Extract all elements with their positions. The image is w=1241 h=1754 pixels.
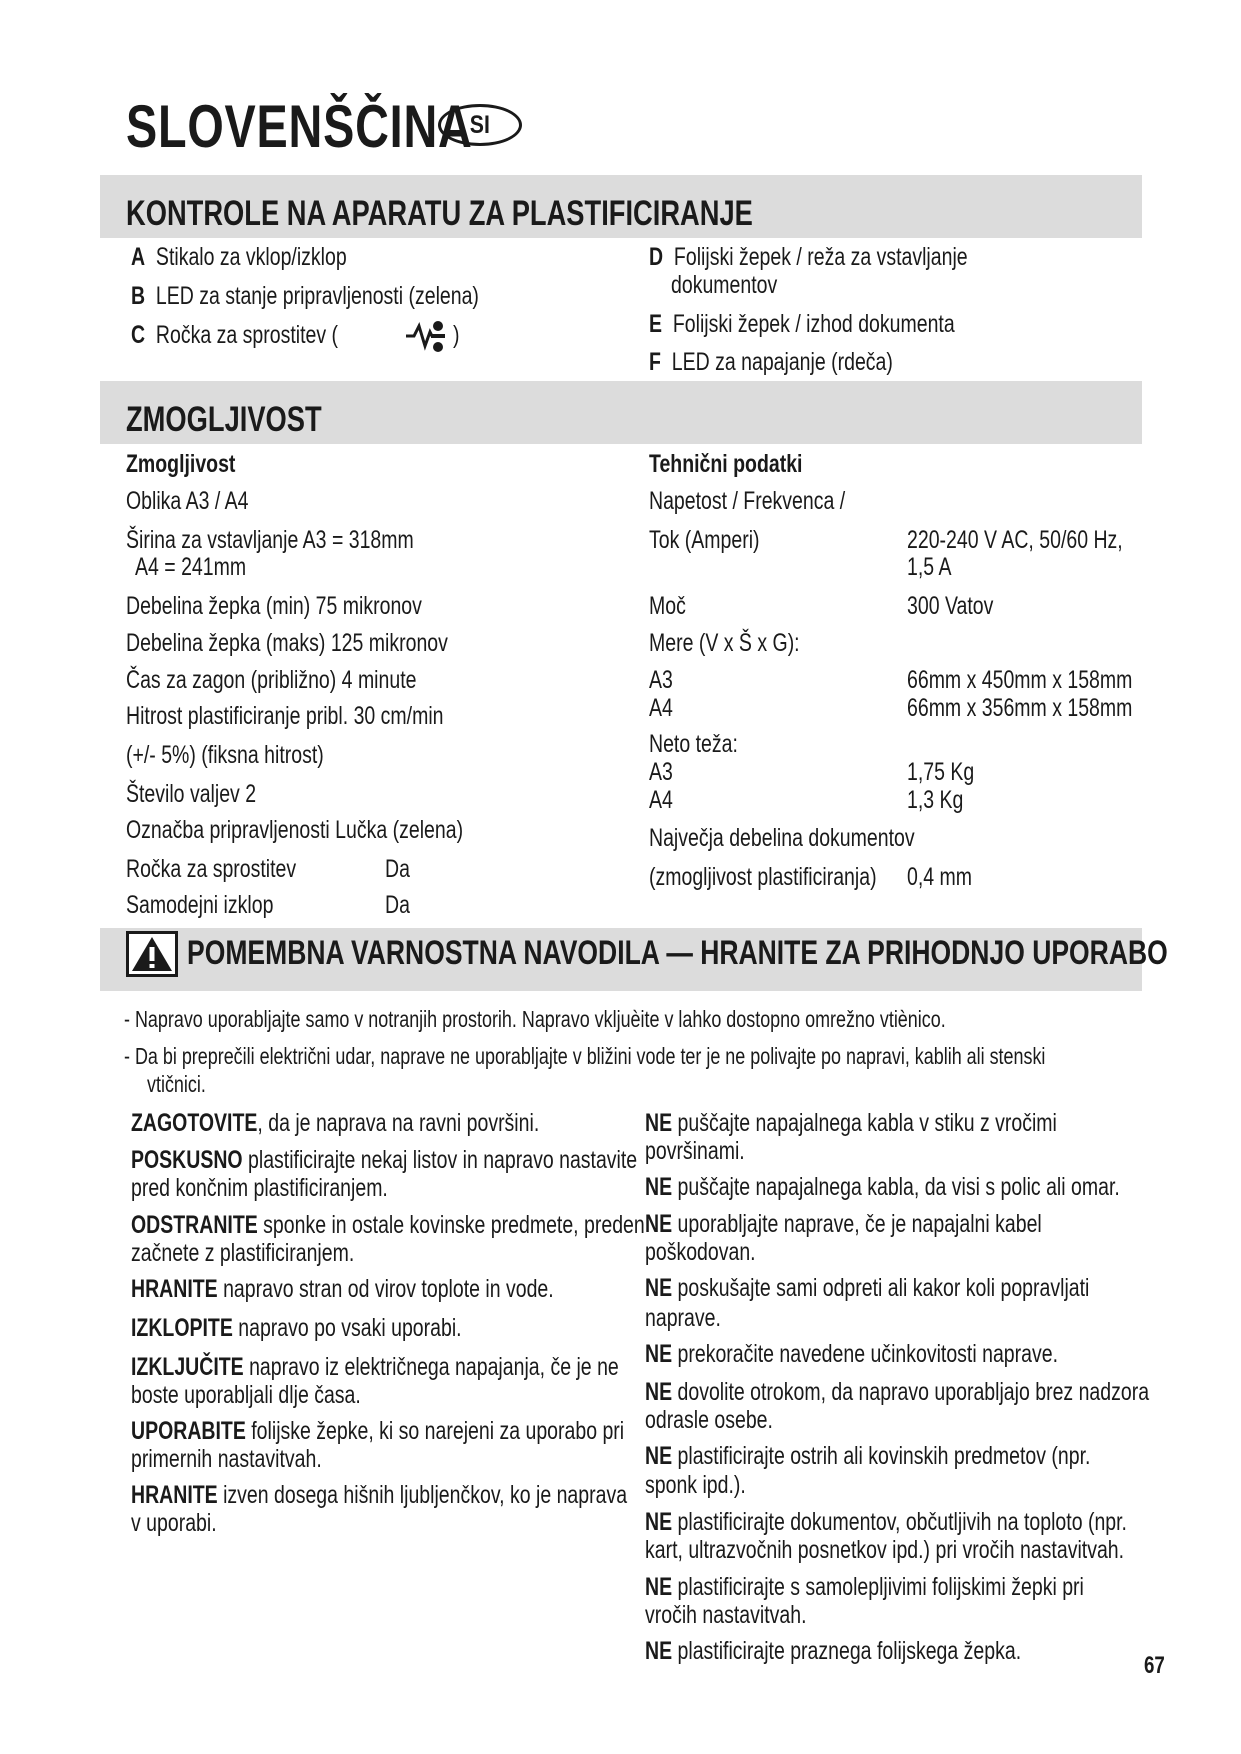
page-title: SLOVENŠČINA bbox=[126, 93, 473, 160]
safety-left-item: ZAGOTOVITE, da je naprava na ravni površini. bbox=[131, 1109, 540, 1137]
safety-left-item-cont: boste uporabljali dlje časa. bbox=[131, 1381, 361, 1409]
tech-max-label-2: (zmogljivost plastificiranja) bbox=[649, 863, 877, 891]
safety-left-item-cont: začnete z plastificiranjem. bbox=[131, 1239, 355, 1267]
safety-right-item-cont: odrasle osebe. bbox=[645, 1406, 773, 1434]
capacity-line-warmup: Čas za zagon (približno) 4 minute bbox=[126, 666, 417, 694]
tech-weight-a4-value: 1,3 Kg bbox=[907, 786, 964, 814]
control-item-e: E Folijski žepek / izhod dokumenta bbox=[649, 310, 955, 338]
safety-right-item-cont: naprave. bbox=[645, 1304, 721, 1332]
tech-dims-a4-label: A4 bbox=[649, 694, 673, 722]
safety-right-item: NE plastificirajte praznega folijskega žepka. bbox=[645, 1637, 1022, 1665]
safety-left-item: HRANITE izven dosega hišnih ljubljenčkov, ko je naprava bbox=[131, 1481, 628, 1509]
safety-right-item: NE uporabljajte naprave, če je napajalni kabel bbox=[645, 1210, 1042, 1238]
safety-right-item: NE plastificirajte dokumentov, občutljivih na toploto (npr. bbox=[645, 1508, 1127, 1536]
safety-left-item-cont: v uporabi. bbox=[131, 1509, 217, 1537]
tech-voltage-label-1: Napetost / Frekvenca / bbox=[649, 487, 846, 515]
safety-left-item-cont: primernih nastavitvah. bbox=[131, 1445, 322, 1473]
release-lever-icon bbox=[404, 318, 448, 354]
safety-section-heading: POMEMBNA VARNOSTNA NAVODILA — HRANITE ZA PRIHODNJO UPORABO bbox=[187, 934, 1168, 972]
warning-triangle-icon bbox=[126, 931, 178, 977]
capacity-autooff-value: Da bbox=[385, 891, 410, 919]
safety-right-item-cont: vročih nastavitvah. bbox=[645, 1601, 807, 1629]
safety-bullet-indoor: - Napravo uporabljajte samo v notranjih prostorih. Napravo vkljuèite v lahko dostopno omrežno vtiènico. bbox=[124, 1006, 946, 1032]
language-code: SI bbox=[469, 110, 491, 139]
capacity-line-speed: Hitrost plastificiranje pribl. 30 cm/min bbox=[126, 702, 444, 730]
control-item-c: C Ročka za sprostitev ( bbox=[131, 321, 339, 349]
control-item-f: F LED za napajanje (rdeča) bbox=[649, 348, 893, 376]
safety-right-item: NE dovolite otrokom, da napravo uporabljajo brez nadzora bbox=[645, 1378, 1150, 1406]
tech-dims-label: Mere (V x Š x G): bbox=[649, 629, 800, 657]
tech-weight-label: Neto teža: bbox=[649, 730, 738, 758]
safety-left-item: IZKLJUČITE napravo iz električnega napajanja, če je ne bbox=[131, 1353, 619, 1381]
safety-right-item: NE puščajte napajalnega kabla v stiku z vročimi bbox=[645, 1109, 1057, 1137]
capacity-subheading: Zmogljivost bbox=[126, 450, 236, 478]
tech-power-label: Moč bbox=[649, 592, 686, 620]
safety-bullet-water: - Da bi preprečili električni udar, naprave ne uporabljajte v bližini vode ter je ne polivajte po napravi, kablih ali stenski bbox=[124, 1043, 1046, 1069]
capacity-line-min-thickness: Debelina žepka (min) 75 mikronov bbox=[126, 592, 422, 620]
safety-left-item: IZKLOPITE napravo po vsaki uporabi. bbox=[131, 1314, 462, 1342]
safety-left-item: ODSTRANITE sponke in ostale kovinske predmete, preden bbox=[131, 1211, 645, 1239]
safety-right-item: NE prekoračite navedene učinkovitosti naprave. bbox=[645, 1340, 1058, 1368]
tech-voltage-value-1: 220-240 V AC, 50/60 Hz, bbox=[907, 526, 1123, 554]
capacity-release-label: Ročka za sprostitev bbox=[126, 855, 297, 883]
control-item-a: A Stikalo za vklop/izklop bbox=[131, 243, 347, 271]
safety-left-item-cont: pred končnim plastificiranjem. bbox=[131, 1174, 388, 1202]
control-item-c-close: ) bbox=[453, 321, 460, 349]
safety-bullet-water-line2: vtičnici. bbox=[147, 1071, 206, 1097]
capacity-line-rollers: Število valjev 2 bbox=[126, 780, 257, 808]
control-item-b: B LED za stanje pripravljenosti (zelena) bbox=[131, 282, 479, 310]
capacity-line-width-a4: A4 = 241mm bbox=[135, 553, 247, 581]
safety-left-item: UPORABITE folijske žepke, ki so narejeni za uporabo pri bbox=[131, 1417, 625, 1445]
safety-right-item: NE puščajte napajalnega kabla, da visi s polic ali omar. bbox=[645, 1173, 1120, 1201]
tech-weight-a3-value: 1,75 Kg bbox=[907, 758, 975, 786]
page-number: 67 bbox=[1144, 1652, 1165, 1679]
safety-right-item: NE plastificirajte ostrih ali kovinskih predmetov (npr. bbox=[645, 1442, 1091, 1470]
tech-dims-a4-value: 66mm x 356mm x 158mm bbox=[907, 694, 1133, 722]
capacity-line-width: Širina za vstavljanje A3 = 318mm bbox=[126, 526, 414, 554]
capacity-line-ready-indicator: Označba pripravljenosti Lučka (zelena) bbox=[126, 816, 464, 844]
capacity-line-format: Oblika A3 / A4 bbox=[126, 487, 249, 515]
tech-max-label-1: Največja debelina dokumentov bbox=[649, 824, 915, 852]
tech-weight-a3-label: A3 bbox=[649, 758, 673, 786]
tech-dims-a3-label: A3 bbox=[649, 666, 673, 694]
control-item-d: D Folijski žepek / reža za vstavljanje bbox=[649, 243, 968, 271]
safety-right-item: NE plastificirajte s samolepljivimi folijskimi žepki pri bbox=[645, 1573, 1084, 1601]
safety-left-item: HRANITE napravo stran od virov toplote in vode. bbox=[131, 1275, 554, 1303]
tech-weight-a4-label: A4 bbox=[649, 786, 673, 814]
tech-power-value: 300 Vatov bbox=[907, 592, 994, 620]
tech-dims-a3-value: 66mm x 450mm x 158mm bbox=[907, 666, 1133, 694]
safety-right-item-cont: sponk ipd.). bbox=[645, 1471, 746, 1499]
safety-right-item-cont: kart, ultrazvočnih posnetkov ipd.) pri vročih nastavitvah. bbox=[645, 1536, 1125, 1564]
capacity-release-value: Da bbox=[385, 855, 410, 883]
safety-right-item-cont: površinami. bbox=[645, 1137, 745, 1165]
control-item-d-line2: dokumentov bbox=[671, 271, 778, 299]
capacity-section-heading: ZMOGLJIVOST bbox=[126, 400, 322, 439]
safety-right-item: NE poskušajte sami odpreti ali kakor koli popravljati bbox=[645, 1274, 1090, 1302]
tech-max-value: 0,4 mm bbox=[907, 863, 973, 891]
language-badge bbox=[438, 104, 522, 146]
safety-right-item-cont: poškodovan. bbox=[645, 1238, 756, 1266]
tech-voltage-label-2: Tok (Amperi) bbox=[649, 526, 760, 554]
safety-left-item: POSKUSNO plastificirajte nekaj listov in napravo nastavite bbox=[131, 1146, 638, 1174]
capacity-autooff-label: Samodejni izklop bbox=[126, 891, 274, 919]
capacity-line-max-thickness: Debelina žepka (maks) 125 mikronov bbox=[126, 629, 448, 657]
controls-section-heading: KONTROLE NA APARATU ZA PLASTIFICIRANJE bbox=[126, 194, 753, 233]
capacity-line-speed-tolerance: (+/- 5%) (fiksna hitrost) bbox=[126, 741, 324, 769]
tech-subheading: Tehnični podatki bbox=[649, 450, 803, 478]
tech-voltage-value-2: 1,5 A bbox=[907, 553, 952, 581]
